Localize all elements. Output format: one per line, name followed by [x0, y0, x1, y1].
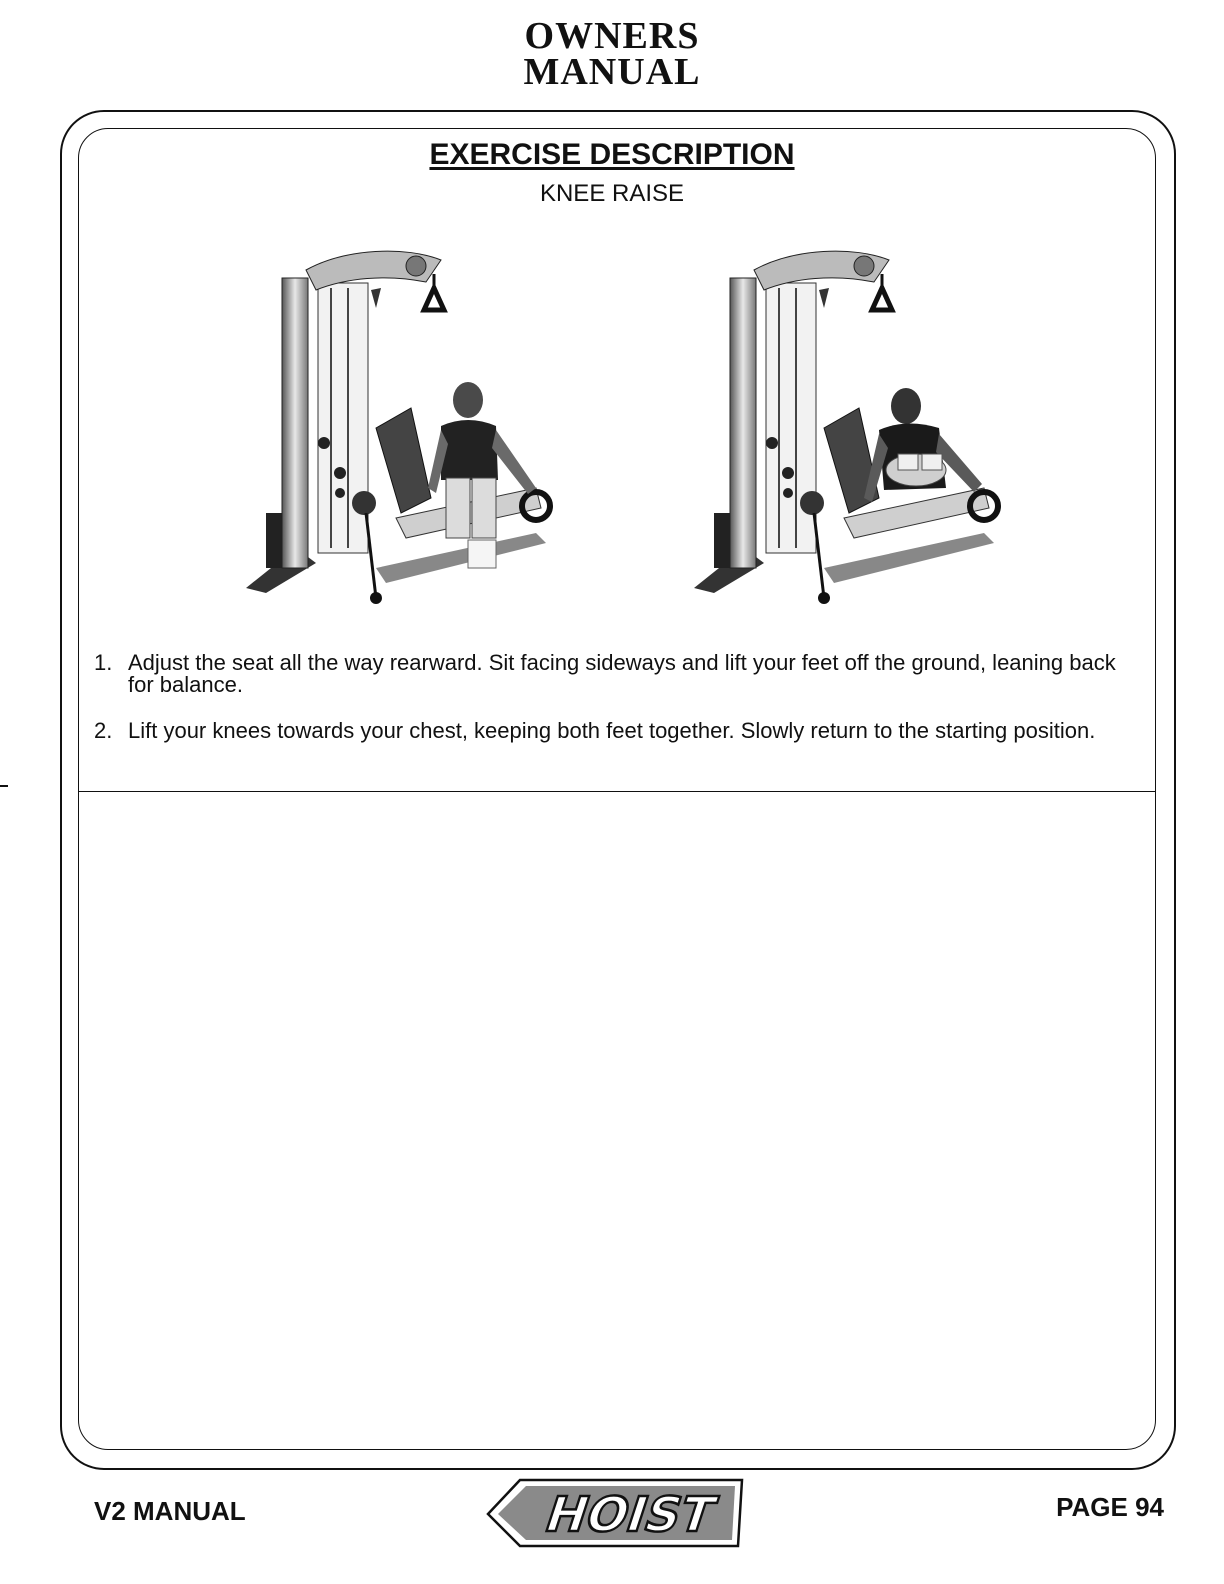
header-line-2: MANUAL — [523, 51, 701, 93]
machine-illustration-knees-raised-icon — [684, 248, 1044, 608]
section-divider — [79, 791, 1155, 792]
margin-tick-mark — [0, 785, 8, 787]
instruction-list — [94, 652, 1144, 766]
instruction-step-1 — [94, 652, 1144, 696]
section-title: EXERCISE DESCRIPTION — [429, 138, 795, 171]
step-number: 1. — [94, 650, 113, 675]
step-text: Lift your knees towards your chest, keeping both feet together. Slowly return to the starting position. — [128, 718, 1096, 743]
exercise-name: KNEE RAISE — [539, 180, 685, 207]
document-header — [0, 15, 1224, 93]
logo-wordmark: HOIST — [538, 1486, 723, 1543]
instruction-step-2 — [94, 720, 1144, 742]
footer-manual-label: V2 MANUAL — [94, 1496, 246, 1526]
footer-page-number: PAGE 94 — [1056, 1492, 1164, 1522]
step-number: 2. — [94, 718, 113, 743]
header-line-1: OWNERS — [524, 15, 700, 57]
step-text: Adjust the seat all the way rearward. Sit facing sideways and lift your feet off the ground, leaning back for balance. — [128, 650, 1116, 697]
machine-illustration-start-position-icon — [236, 248, 596, 608]
hoist-logo-icon — [480, 1476, 750, 1548]
